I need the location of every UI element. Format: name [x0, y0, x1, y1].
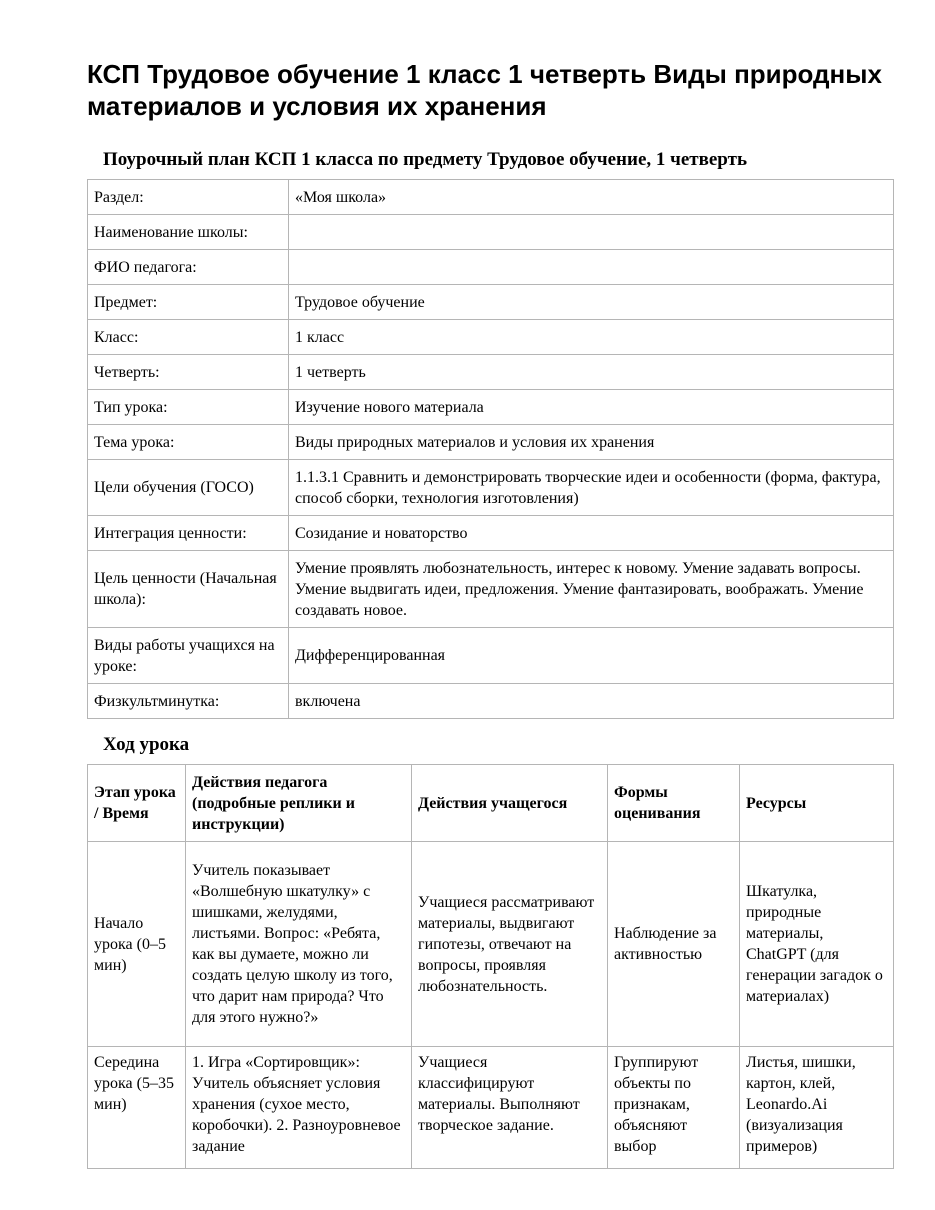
info-value — [289, 215, 894, 250]
info-label: Класс: — [88, 320, 289, 355]
info-label: Тема урока: — [88, 425, 289, 460]
info-row-school — [88, 215, 894, 250]
info-value: Виды природных материалов и условия их хранения — [289, 425, 894, 460]
info-label: ФИО педагога: — [88, 250, 289, 285]
info-value — [289, 250, 894, 285]
info-row-work-types — [88, 628, 894, 684]
info-row-subject — [88, 285, 894, 320]
teacher-actions-cell: 1. Игра «Сортировщик»: Учитель объясняет условия хранения (сухое место, коробочки). 2. Разноуровневое задание — [186, 1047, 412, 1169]
info-row-class — [88, 320, 894, 355]
student-actions-cell: Учащиеся классифицируют материалы. Выполняют творческое задание. — [412, 1047, 608, 1169]
column-header-stage: Этап урока / Время — [88, 765, 186, 842]
lesson-row-middle — [88, 1047, 894, 1169]
assessment-cell: Наблюдение за активностью — [608, 842, 740, 1047]
column-header-teacher-actions: Действия педагога (подробные реплики и инструкции) — [186, 765, 412, 842]
info-label: Тип урока: — [88, 390, 289, 425]
assessment-cell: Группируют объекты по признакам, объясняют выбор — [608, 1047, 740, 1169]
info-value: Созидание и новаторство — [289, 516, 894, 551]
info-value: 1 класс — [289, 320, 894, 355]
info-row-value-integration — [88, 516, 894, 551]
info-value: Изучение нового материала — [289, 390, 894, 425]
info-row-exercise-break — [88, 684, 894, 719]
column-header-assessment: Формы оценивания — [608, 765, 740, 842]
lesson-heading: Ход урока — [103, 734, 190, 755]
info-label: Физкультминутка: — [88, 684, 289, 719]
plan-heading: Поурочный план КСП 1 класса по предмету Трудовое обучение, 1 четверть — [103, 149, 747, 170]
resources-cell: Шкатулка, природные материалы, ChatGPT (для генерации загадок о материалах) — [740, 842, 894, 1047]
teacher-actions-cell: Учитель показывает «Волшебную шкатулку» с шишками, желудями, листьями. Вопрос: «Ребята, как вы думаете, можно ли создать целую школу из того, что дарит нам природа? Что для этого нужно?» — [186, 842, 412, 1047]
column-header-student-actions: Действия учащегося — [412, 765, 608, 842]
info-value: 1 четверть — [289, 355, 894, 390]
info-row-section — [88, 180, 894, 215]
info-value: «Моя школа» — [289, 180, 894, 215]
document-title: КСП Трудовое обучение 1 класс 1 четверть Виды природных материалов и условия их хранения — [87, 59, 882, 121]
info-row-lesson-type — [88, 390, 894, 425]
info-value: Умение проявлять любознательность, интерес к новому. Умение задавать вопросы. Умение выдвигать идеи, предложения. Умение фантазировать, воображать. Умение создавать новое. — [289, 551, 894, 628]
info-label: Предмет: — [88, 285, 289, 320]
lesson-flow-table — [87, 764, 894, 1169]
resources-cell: Листья, шишки, картон, клей, Leonardo.Ai (визуализация примеров) — [740, 1047, 894, 1169]
info-row-quarter — [88, 355, 894, 390]
info-value: 1.1.3.1 Сравнить и демонстрировать творческие идеи и особенности (форма, фактура, способ сборки, технология изготовления) — [289, 460, 894, 516]
info-row-topic — [88, 425, 894, 460]
info-value: Трудовое обучение — [289, 285, 894, 320]
lesson-row-beginning — [88, 842, 894, 1047]
lesson-header-row — [88, 765, 894, 842]
stage-cell: Середина урока (5–35 мин) — [88, 1047, 186, 1169]
info-value: включена — [289, 684, 894, 719]
info-label: Цели обучения (ГОСО) — [88, 460, 289, 516]
info-row-teacher — [88, 250, 894, 285]
column-header-resources: Ресурсы — [740, 765, 894, 842]
info-label: Интеграция ценности: — [88, 516, 289, 551]
info-label: Цель ценности (Начальная школа): — [88, 551, 289, 628]
info-value: Дифференцированная — [289, 628, 894, 684]
student-actions-cell: Учащиеся рассматривают материалы, выдвигают гипотезы, отвечают на вопросы, проявляя любознательность. — [412, 842, 608, 1047]
stage-cell: Начало урока (0–5 мин) — [88, 842, 186, 1047]
info-label: Виды работы учащихся на уроке: — [88, 628, 289, 684]
info-row-learning-goals — [88, 460, 894, 516]
info-label: Раздел: — [88, 180, 289, 215]
info-label: Наименование школы: — [88, 215, 289, 250]
lesson-info-table — [87, 179, 894, 719]
info-label: Четверть: — [88, 355, 289, 390]
info-row-value-goal — [88, 551, 894, 628]
